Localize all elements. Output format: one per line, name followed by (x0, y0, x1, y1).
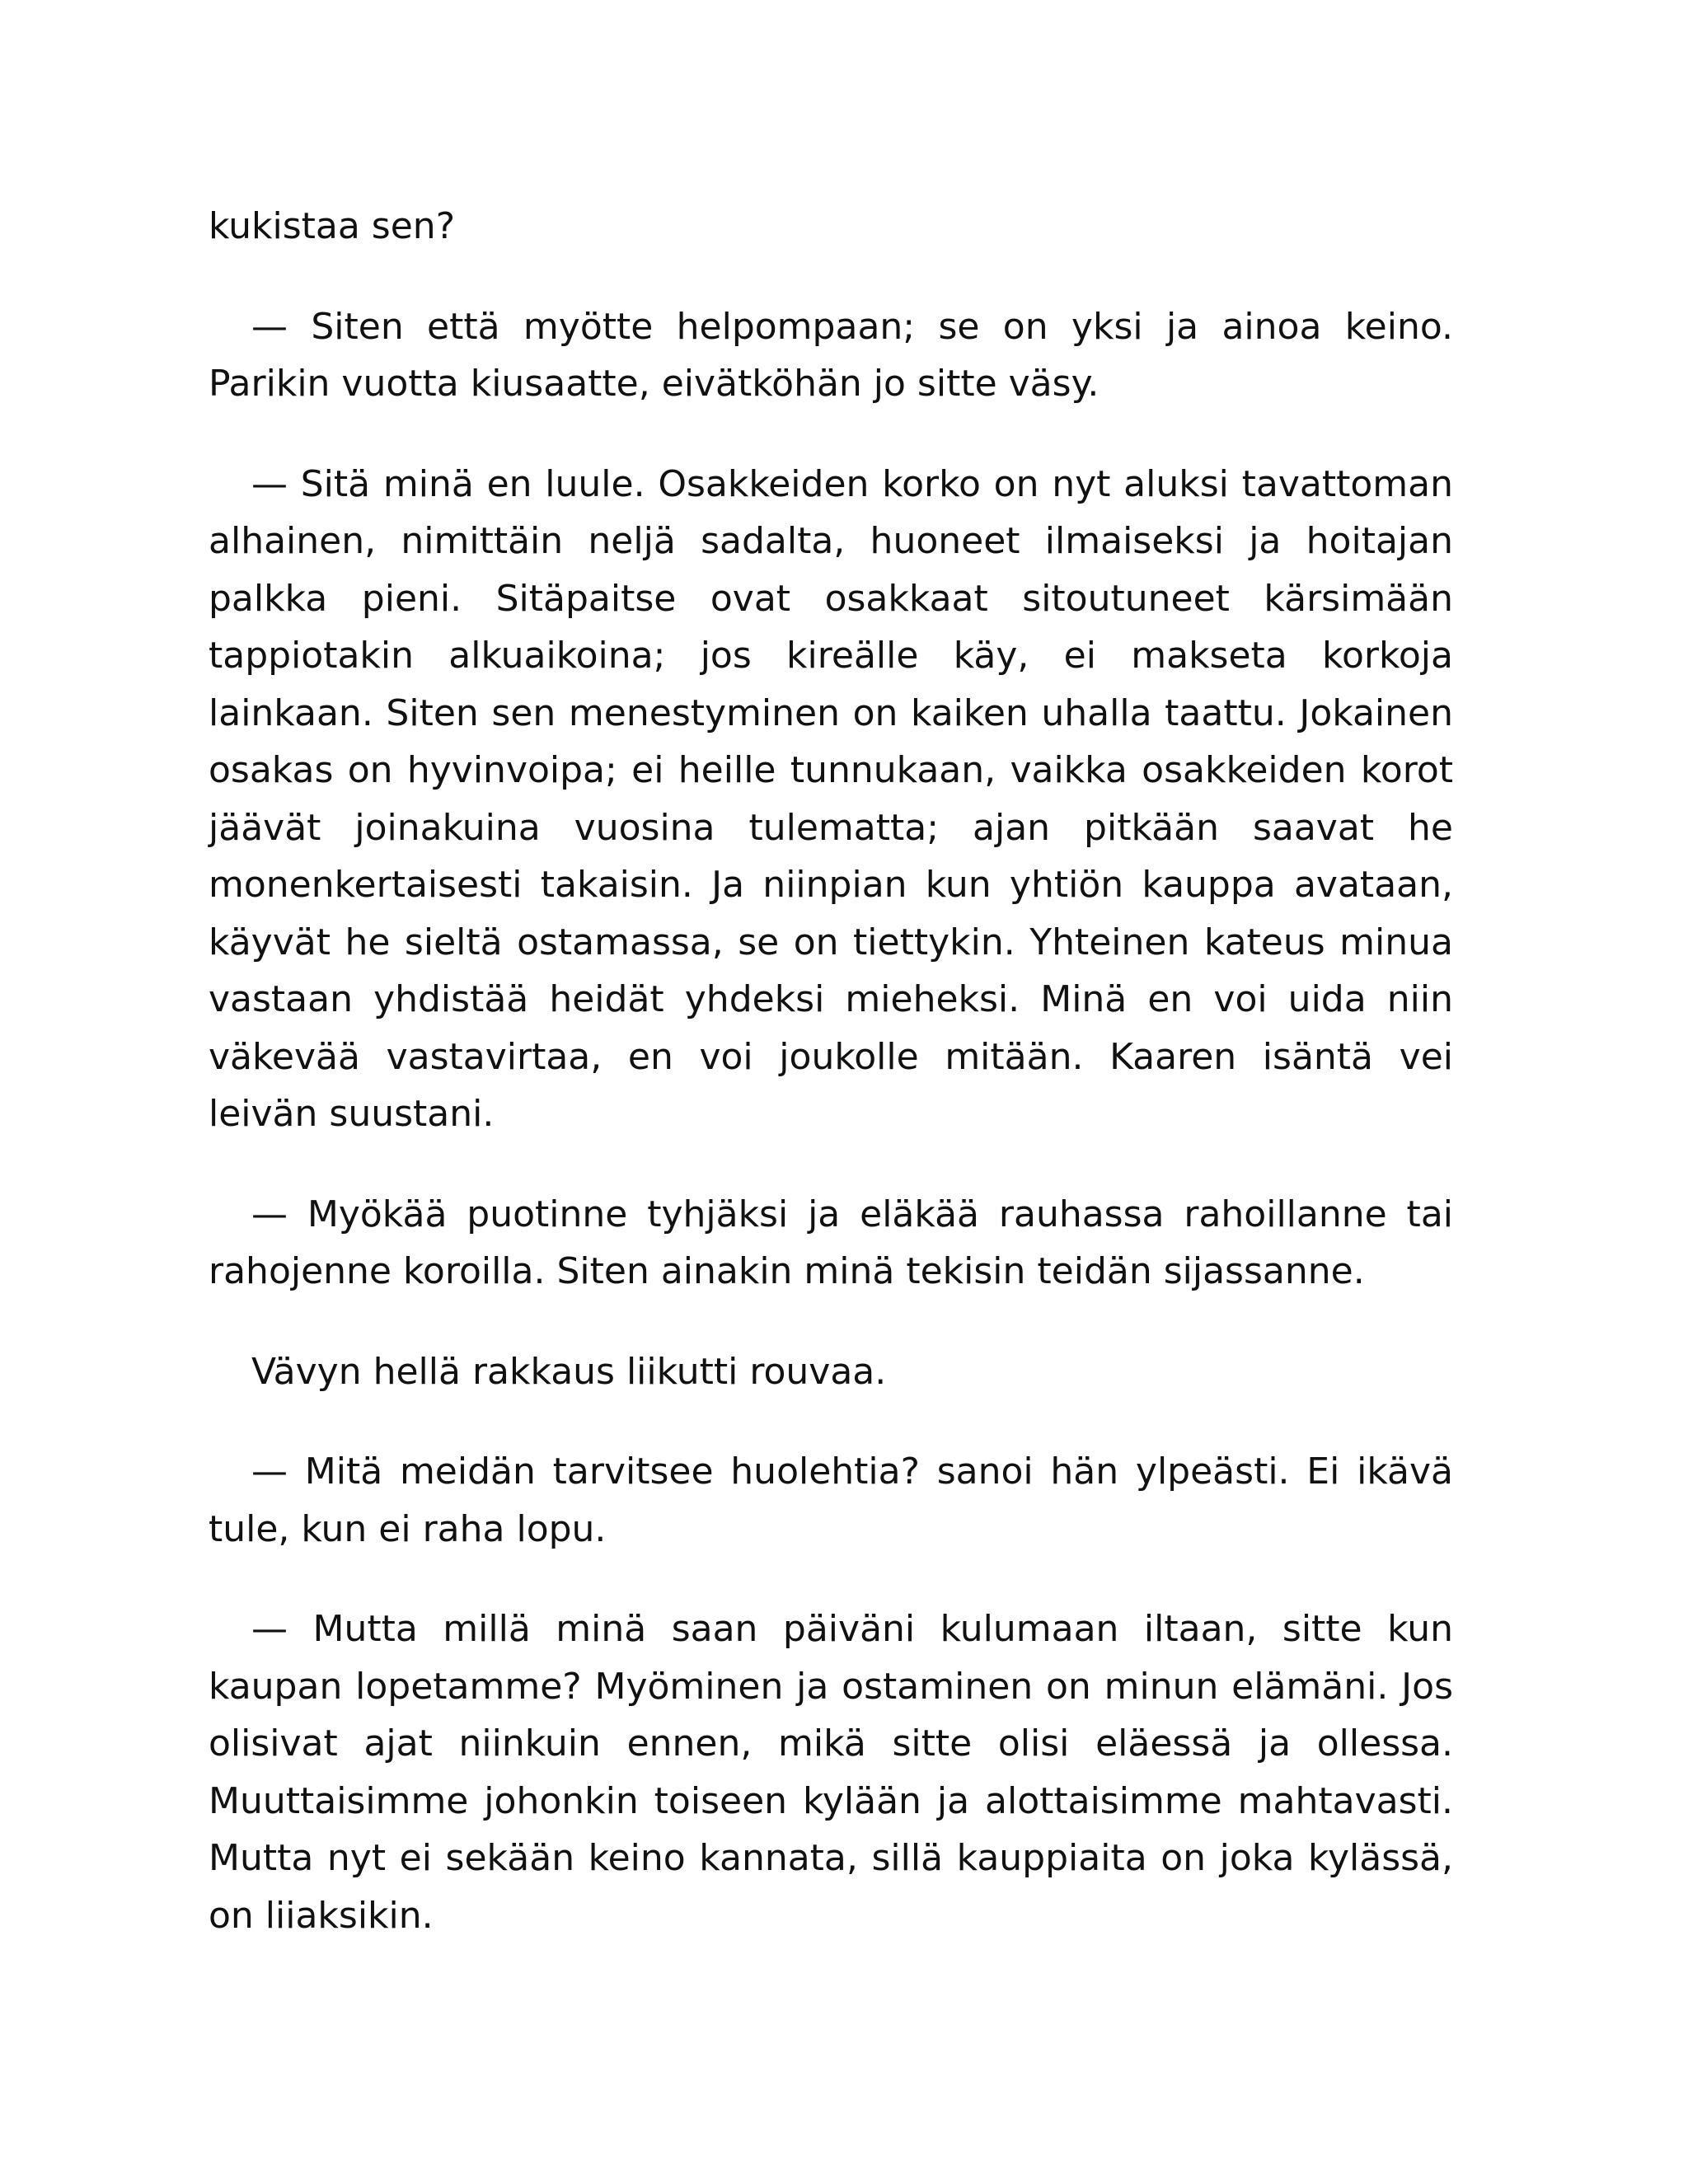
document-page (209, 198, 1453, 1987)
paragraph: kukistaa sen? (209, 205, 456, 247)
paragraph: — Mutta millä minä saan päiväni kulumaan iltaan, sitte kun kaupan lopetamme? Myöminen ja ostaminen on minun elämäni. Jos olisivat ajat niinkuin ennen, mikä sitte olisi eläessä ja ollessa. Muuttaisimme johonkin toiseen kylään ja alottaisimme mahtavasti. Mutta nyt ei sekään keino kannata, sillä kauppiaita on joka kylässä, on liiaksikin. (209, 1608, 1453, 1937)
paragraph: — Myökää puotinne tyhjäksi ja eläkää rauhassa rahoillanne tai rahojenne koroilla. Siten ainakin minä tekisin teidän sijassanne. (209, 1193, 1453, 1292)
paragraph: — Mitä meidän tarvitsee huolehtia? sanoi hän ylpeästi. Ei ikävä tule, kun ei raha lopu. (209, 1451, 1453, 1550)
paragraph: — Sitä minä en luule. Osakkeiden korko on nyt aluksi tavattoman alhainen, nimittäin neljä sadalta, huoneet ilmaiseksi ja hoitajan palkka pieni. Sitäpaitse ovat osakkaat sitoutuneet kärsimään tappiotakin alkuaikoina; jos kireälle käy, ei makseta korkoja lainkaan. Siten sen menestyminen on kaiken uhalla taattu. Jokainen osakas on hyvinvoipa; ei heille tunnukaan, vaikka osakkeiden korot jäävät joinakuina vuosina tulematta; ajan pitkään saavat he monenkertaisesti takaisin. Ja niinpian kun yhtiön kauppa avataan, käyvät he sieltä ostamassa, se on tiettykin. Yhteinen kateus minua vastaan yhdistää heidät yhdeksi mieheksi. Minä en voi uida niin väkevää vastavirtaa, en voi joukolle mitään. Kaaren isäntä vei leivän suustani. (209, 462, 1453, 1135)
paragraph: Vävyn hellä rakkaus liikutti rouvaa. (251, 1350, 887, 1393)
paragraph: — Siten että myötte helpompaan; se on yksi ja ainoa keino. Parikin vuotta kiusaatte, eivätköhän jo sitte väsy. (209, 305, 1453, 405)
